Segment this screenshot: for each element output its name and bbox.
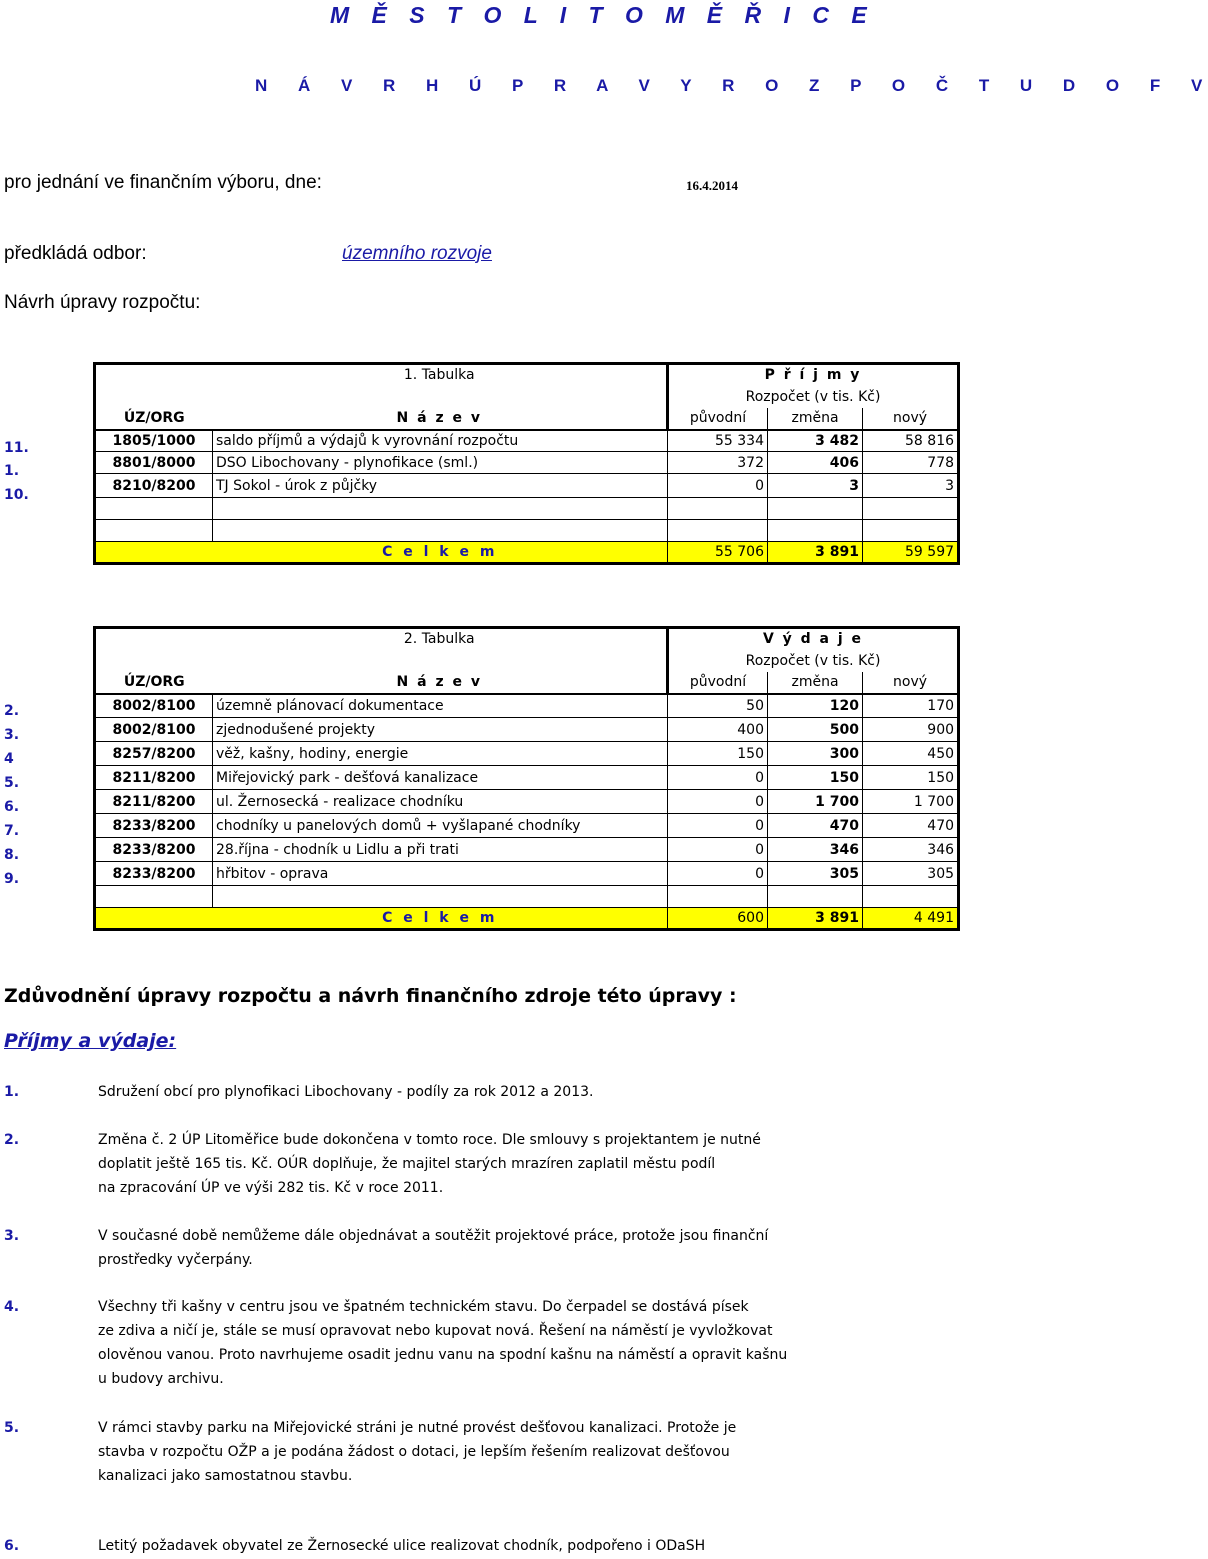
table-row: 8002/8100 územně plánovací dokumentace 50 120 170 bbox=[95, 694, 959, 718]
col-org: ÚZ/ORG bbox=[95, 408, 213, 430]
note-number: 5. bbox=[4, 1420, 20, 1436]
dept-value: územního rozvoje bbox=[342, 243, 492, 264]
table-row: 8002/8100 zjednodušené projekty 400 500 900 bbox=[95, 718, 959, 742]
t1-row-no: 1. bbox=[4, 463, 20, 479]
t2-row-no: 2. bbox=[4, 703, 20, 719]
table-row: 8257/8200 věž, kašny, hodiny, energie 150 300 450 bbox=[95, 742, 959, 766]
table-row: 8233/8200 28.října - chodník u Lidlu a při trati 0 346 346 bbox=[95, 838, 959, 862]
budget-label: Rozpočet (v tis. Kč) bbox=[668, 386, 959, 408]
total-change: 3 891 bbox=[768, 908, 863, 930]
table-row: 8211/8200 ul. Žernosecká - realizace chodníku 0 1 700 1 700 bbox=[95, 790, 959, 814]
table-row: 8211/8200 Miřejovický park - dešťová kanalizace 0 150 150 bbox=[95, 766, 959, 790]
total-orig: 600 bbox=[668, 908, 768, 930]
note-text: V současné době nemůžeme dále objednávat a soutěžit projektové práce, protože jsou finanční prostředky vyčerpány. bbox=[98, 1228, 769, 1268]
col-name: N á z e v bbox=[213, 672, 668, 694]
col-orig: původní bbox=[668, 408, 768, 430]
note-number: 4. bbox=[4, 1299, 20, 1315]
t2-row-no: 8. bbox=[4, 847, 20, 863]
note-number: 1. bbox=[4, 1084, 20, 1100]
dept-label: předkládá odbor: bbox=[4, 243, 147, 264]
justification-title: Zdůvodnění úpravy rozpočtu a návrh finančního zdroje této úpravy : bbox=[4, 985, 737, 1007]
justification-subtitle: Příjmy a výdaje: bbox=[4, 1030, 177, 1052]
table-caption: 2. Tabulka bbox=[213, 628, 668, 650]
meeting-date: 16.4.2014 bbox=[686, 178, 738, 193]
note-text: Všechny tři kašny v centru jsou ve špatném technickém stavu. Do čerpadel se dostává písek ze zdiva a ničí je, stále se musí opravovat nebo kupovat nová. Řešení na náměstí je vyvložkovat olověnou vanou. Proto navrhujeme osadit jednu vanu na spodní kašnu na náměstí a opravit kašnu u budovy archivu. bbox=[98, 1299, 788, 1387]
table-row: 1805/1000 saldo příjmů a výdajů k vyrovnání rozpočtu 55 334 3 482 58 816 bbox=[95, 430, 959, 452]
col-orig: původní bbox=[668, 672, 768, 694]
section-title: V ý d a j e bbox=[668, 628, 959, 650]
expense-table bbox=[93, 626, 960, 931]
col-change: změna bbox=[768, 408, 863, 430]
t2-row-no: 5. bbox=[4, 775, 20, 791]
total-new: 59 597 bbox=[863, 542, 959, 564]
table-caption: 1. Tabulka bbox=[213, 364, 668, 386]
note-text: V rámci stavby parku na Miřejovické stráni je nutné provést dešťovou kanalizaci. Protože je stavba v rozpočtu OŽP a je podána žádost o dotaci, je lepším řešením realizovat dešťovou kanalizaci jako samostatnou stavbu. bbox=[98, 1420, 737, 1484]
note-number: 2. bbox=[4, 1132, 20, 1148]
section-title: P ř í j m y bbox=[668, 364, 959, 386]
t2-row-no: 4 bbox=[4, 751, 14, 767]
t1-row-no: 11. bbox=[4, 440, 29, 456]
note-number: 3. bbox=[4, 1228, 20, 1244]
total-new: 4 491 bbox=[863, 908, 959, 930]
total-row bbox=[95, 542, 959, 564]
income-table bbox=[93, 362, 960, 565]
col-org: ÚZ/ORG bbox=[95, 672, 213, 694]
table-row: 8233/8200 hřbitov - oprava 0 305 305 bbox=[95, 862, 959, 886]
t2-row-no: 9. bbox=[4, 871, 20, 887]
col-name: N á z e v bbox=[213, 408, 668, 430]
table-row: 8801/8000 DSO Libochovany - plynofikace (sml.) 372 406 778 bbox=[95, 452, 959, 474]
t2-row-no: 6. bbox=[4, 799, 20, 815]
budget-label: Rozpočet (v tis. Kč) bbox=[668, 650, 959, 672]
note-text: Změna č. 2 ÚP Litoměřice bude dokončena v tomto roce. Dle smlouvy s projektantem je nutné doplatit ještě 165 tis. Kč. OÚR doplňuje, že majitel starých mrazíren zaplatil městu podíl na zpracování ÚP ve výši 282 tis. Kč v roce 2011. bbox=[98, 1132, 761, 1196]
table-row: 8233/8200 chodníky u panelových domů + vyšlapané chodníky 0 470 470 bbox=[95, 814, 959, 838]
t2-row-no: 7. bbox=[4, 823, 20, 839]
note-text: Sdružení obcí pro plynofikaci Libochovany - podíly za rok 2012 a 2013. bbox=[98, 1084, 594, 1100]
total-label: C e l k e m bbox=[213, 542, 668, 564]
col-new: nový bbox=[863, 672, 959, 694]
total-orig: 55 706 bbox=[668, 542, 768, 564]
col-new: nový bbox=[863, 408, 959, 430]
col-change: změna bbox=[768, 672, 863, 694]
total-row bbox=[95, 908, 959, 930]
note-number: 6. bbox=[4, 1538, 20, 1554]
page-title: M Ě S T O L I T O M Ě Ř I C E bbox=[330, 2, 875, 28]
page-subtitle: N Á V R H Ú P R A V Y R O Z P O Č T U D O F V bbox=[255, 76, 1208, 95]
note-text: Letitý požadavek obyvatel ze Žernosecké ulice realizovat chodník, podpořeno i ODaSH bbox=[98, 1538, 706, 1554]
t1-row-no: 10. bbox=[4, 487, 29, 503]
table-row: 8210/8200 TJ Sokol - úrok z půjčky 0 3 3 bbox=[95, 474, 959, 498]
total-change: 3 891 bbox=[768, 542, 863, 564]
t2-row-no: 3. bbox=[4, 727, 20, 743]
meeting-label: pro jednání ve finančním výboru, dne: bbox=[4, 172, 322, 193]
proposal-label: Návrh úpravy rozpočtu: bbox=[4, 292, 201, 313]
total-label: C e l k e m bbox=[213, 908, 668, 930]
